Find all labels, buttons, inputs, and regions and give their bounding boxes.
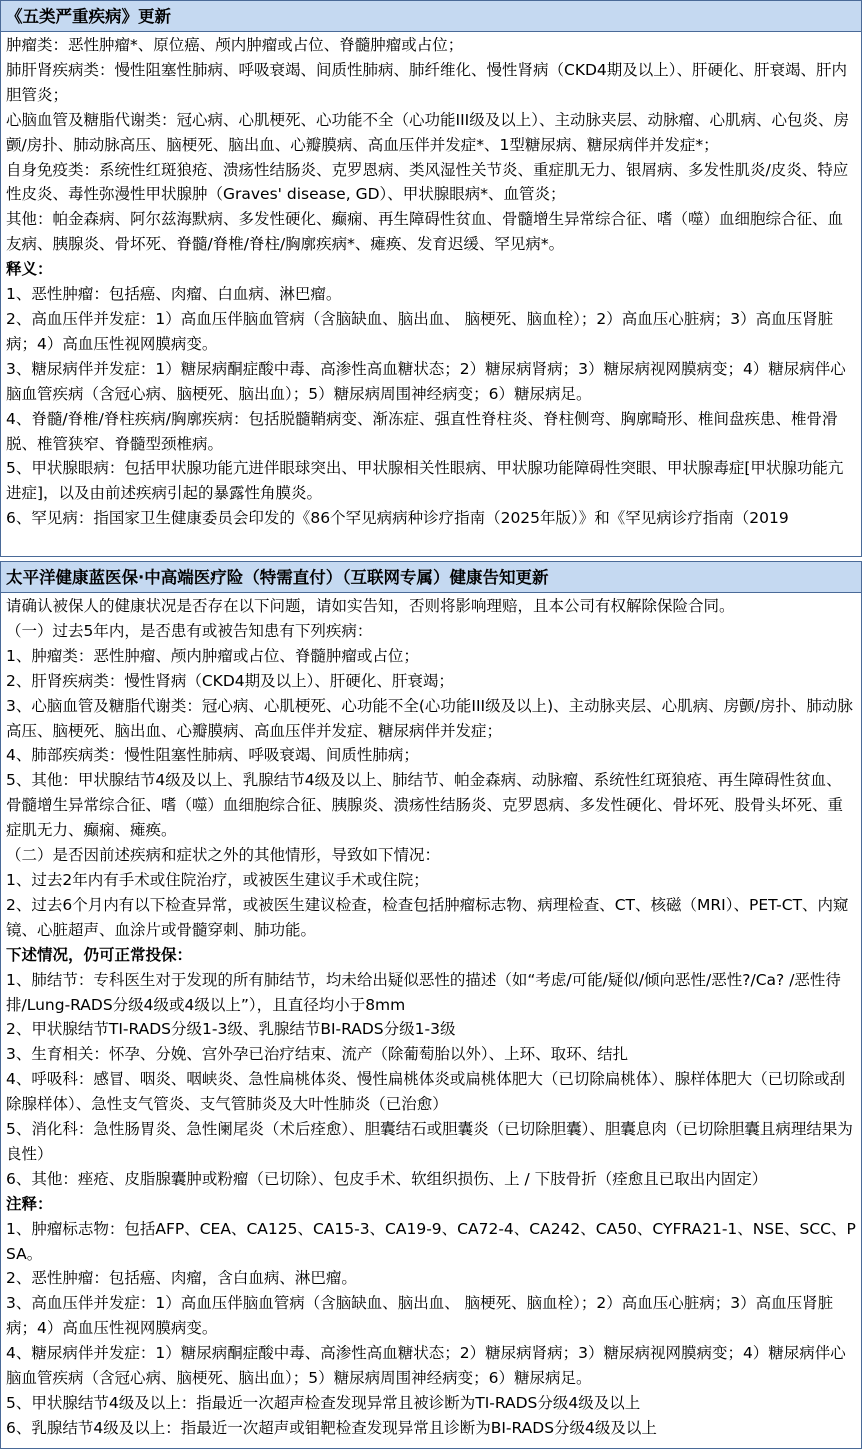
paragraph: 3、生育相关：怀孕、分娩、宫外孕已治疗结束、流产（除葡萄胎以外）、上环、取环、结扎 — [6, 1045, 629, 1064]
paragraph: 5、消化科：急性肠胃炎、急性阑尾炎（术后痊愈）、胆囊结石或胆囊炎（已切除胆囊）、胆囊息肉（已切除胆囊且病理结果为良性） — [6, 1120, 853, 1163]
paragraph: 肿瘤类：恶性肿瘤*、原位癌、颅内肿瘤或占位、脊髓肿瘤或占位； — [6, 36, 464, 54]
section-title: 太平洋健康蓝医保·中高端医疗险（特需直付）（互联网专属）健康告知更新 — [1, 562, 861, 593]
paragraph: 4、肺部疾病类：慢性阻塞性肺病、呼吸衰竭、间质性肺病； — [6, 746, 419, 765]
paragraph: 请确认被保人的健康状况是否存在以下问题，请如实告知，否则将影响理赔，且本公司有权解除保险合同。 — [6, 597, 735, 615]
paragraph: 其他：帕金森病、阿尔兹海默病、多发性硬化、癫痫、再生障碍性贫血、骨髓增生异常综合征、嗜（噬）血细胞综合征、血友病、胰腺炎、骨坏死、脊髓/脊椎/脊柱/胸廓疾病*、瘫痪、发育迟缓、罕见病*。 — [6, 210, 844, 254]
paragraph: 1、肿瘤标志物：包括AFP、CEA、CA125、CA15-3、CA19-9、CA72-4、CA242、CA50、CYFRA21-1、NSE、SCC、PSA。 — [6, 1219, 856, 1263]
paragraph: 1、肿瘤类：恶性肿瘤、颅内肿瘤或占位、脊髓肿瘤或占位； — [6, 646, 419, 665]
section-body — [1, 593, 861, 1441]
section-body — [1, 32, 861, 531]
paragraph: 4、糖尿病伴并发症：1）糖尿病酮症酸中毒、高渗性高血糖状态；2）糖尿病肾病；3）糖尿病视网膜病变；4）糖尿病伴心脑血管疾病（含冠心病、脑梗死、脑出血）；5）糖尿病周围神经病变；6）糖尿病足。 — [6, 1344, 846, 1388]
paragraph: 5、甲状腺结节4级及以上：指最近一次超声检查发现异常且被诊断为TI-RADS分级4级及以上 — [6, 1394, 641, 1412]
paragraph: 5、其他：甲状腺结节4级及以上、乳腺结节4级及以上、肺结节、帕金森病、动脉瘤、系统性红斑狼疮、再生障碍性贫血、骨髓增生异常综合征、嗜（噬）血细胞综合征、胰腺炎、溃疡性结肠炎、克罗恩病、多发性硬化、骨坏死、股骨头坏死、重症肌无力、癫痫、瘫痪。 — [6, 771, 844, 840]
paragraph: 6、其他：痤疮、皮脂腺囊肿或粉瘤（已切除）、包皮手术、软组织损伤、上 / 下肢骨折（痊愈且已取出内固定） — [6, 1169, 768, 1188]
paragraph: 2、恶性肿瘤：包括癌、肉瘤，含白血病、淋巴瘤。 — [6, 1269, 357, 1288]
paragraph: 1、肺结节：专科医生对于发现的所有肺结节，均未给出疑似恶性的描述（如“考虑/可能/疑似/倾向恶性/恶性?/Ca? /恶性待排/Lung-RADS分级4级或4级以上”），且直径均小于8mm — [6, 970, 841, 1014]
paragraph: 1、过去2年内有手术或住院治疗，或被医生建议手术或住院； — [6, 870, 429, 889]
paragraph: 1、恶性肿瘤：包括癌、肉瘤、白血病、淋巴瘤。 — [6, 285, 342, 304]
subheading: 下述情况，仍可正常投保： — [6, 945, 193, 964]
paragraph: 2、过去6个月内有以下检查异常，或被医生建议检查，检查包括肿瘤标志物、病理检查、CT、核磁（MRI）、PET-CT、内窥镜、心脏超声、血涂片或骨髓穿刺、肺功能。 — [6, 895, 849, 939]
paragraph: （二）是否因前述疾病和症状之外的其他情形，导致如下情况： — [6, 846, 441, 865]
paragraph: 2、甲状腺结节TI-RADS分级1-3级、乳腺结节BI-RADS分级1-3级 — [6, 1020, 456, 1039]
paragraph: 5、甲状腺眼病：包括甲状腺功能亢进伴眼球突出、甲状腺相关性眼病、甲状腺功能障碍性突眼、甲状腺毒症[甲状腺功能亢进症]，以及由前述疾病引起的暴露性角膜炎。 — [6, 459, 844, 503]
severe-diseases-section — [0, 0, 862, 557]
subheading: 注释： — [6, 1194, 53, 1213]
paragraph: 自身免疫类：系统性红斑狼疮、溃疡性结肠炎、克罗恩病、类风湿性关节炎、重症肌无力、银屑病、多发性肌炎/皮炎、特应性皮炎、毒性弥漫性甲状腺肿（Graves' disease, GD）、甲状腺眼病*、血管炎； — [6, 160, 849, 204]
section-title: 《五类严重疾病》更新 — [1, 1, 861, 32]
paragraph: 4、呼吸科：感冒、咽炎、咽峡炎、急性扁桃体炎、慢性扁桃体炎或扁桃体肥大（已切除扁桃体）、腺样体肥大（已切除或刮除腺样体）、急性支气管炎、支气管肺炎及大叶性肺炎（已治愈） — [6, 1070, 846, 1114]
paragraph: 3、心脑血管及糖脂代谢类：冠心病、心肌梗死、心功能不全(心功能III级及以上)、主动脉夹层、心肌病、房颤/房扑、肺动脉高压、脑梗死、脑出血、心瓣膜病、高血压伴并发症、糖尿病伴并发症； — [6, 696, 853, 740]
paragraph: 心脑血管及糖脂代谢类：冠心病、心肌梗死、心功能不全（心功能III级及以上）、主动脉夹层、动脉瘤、心肌病、心包炎、房颤/房扑、肺动脉高压、脑梗死、脑出血、心瓣膜病、高血压伴并发症*、1型糖尿病、糖尿病伴并发症*； — [6, 110, 849, 154]
paragraph: 4、脊髓/脊椎/脊柱疾病/胸廓疾病：包括脱髓鞘病变、渐冻症、强直性脊柱炎、脊柱侧弯、胸廓畸形、椎间盘疾患、椎骨滑脱、椎管狭窄、脊髓型颈椎病。 — [6, 409, 838, 453]
paragraph: （一）过去5年内，是否患有或被告知患有下列疾病： — [6, 621, 373, 640]
paragraph: 肺肝肾疾病类：慢性阻塞性肺病、呼吸衰竭、间质性肺病、肺纤维化、慢性肾病（CKD4期及以上）、肝硬化、肝衰竭、肝内胆管炎； — [6, 60, 848, 104]
paragraph: 3、高血压伴并发症：1）高血压伴脑血管病（含脑缺血、脑出血、 脑梗死、脑血栓）；2）高血压心脏病；3）高血压肾脏病；4）高血压性视网膜病变。 — [6, 1294, 834, 1338]
paragraph: 2、高血压伴并发症：1）高血压伴脑血管病（含脑缺血、脑出血、 脑梗死、脑血栓）；2）高血压心脏病；3）高血压肾脏病；4）高血压性视网膜病变。 — [6, 309, 834, 353]
paragraph: 3、糖尿病伴并发症：1）糖尿病酮症酸中毒、高渗性高血糖状态；2）糖尿病肾病；3）糖尿病视网膜病变；4）糖尿病伴心脑血管疾病（含冠心病、脑梗死、脑出血）；5）糖尿病周围神经病变；6）糖尿病足。 — [6, 359, 846, 403]
paragraph: 2、肝肾疾病类：慢性肾病（CKD4期及以上）、肝硬化、肝衰竭； — [6, 671, 454, 690]
paragraph: 6、乳腺结节4级及以上：指最近一次超声或钼靶检查发现异常且诊断为BI-RADS分级4级及以上 — [6, 1418, 657, 1437]
health-notice-section — [0, 561, 862, 1449]
paragraph: 6、罕见病：指国家卫生健康委员会印发的《86个罕见病病种诊疗指南（2025年版）》和《罕见病诊疗指南（2019 — [6, 509, 789, 528]
subheading: 释义： — [6, 260, 53, 279]
